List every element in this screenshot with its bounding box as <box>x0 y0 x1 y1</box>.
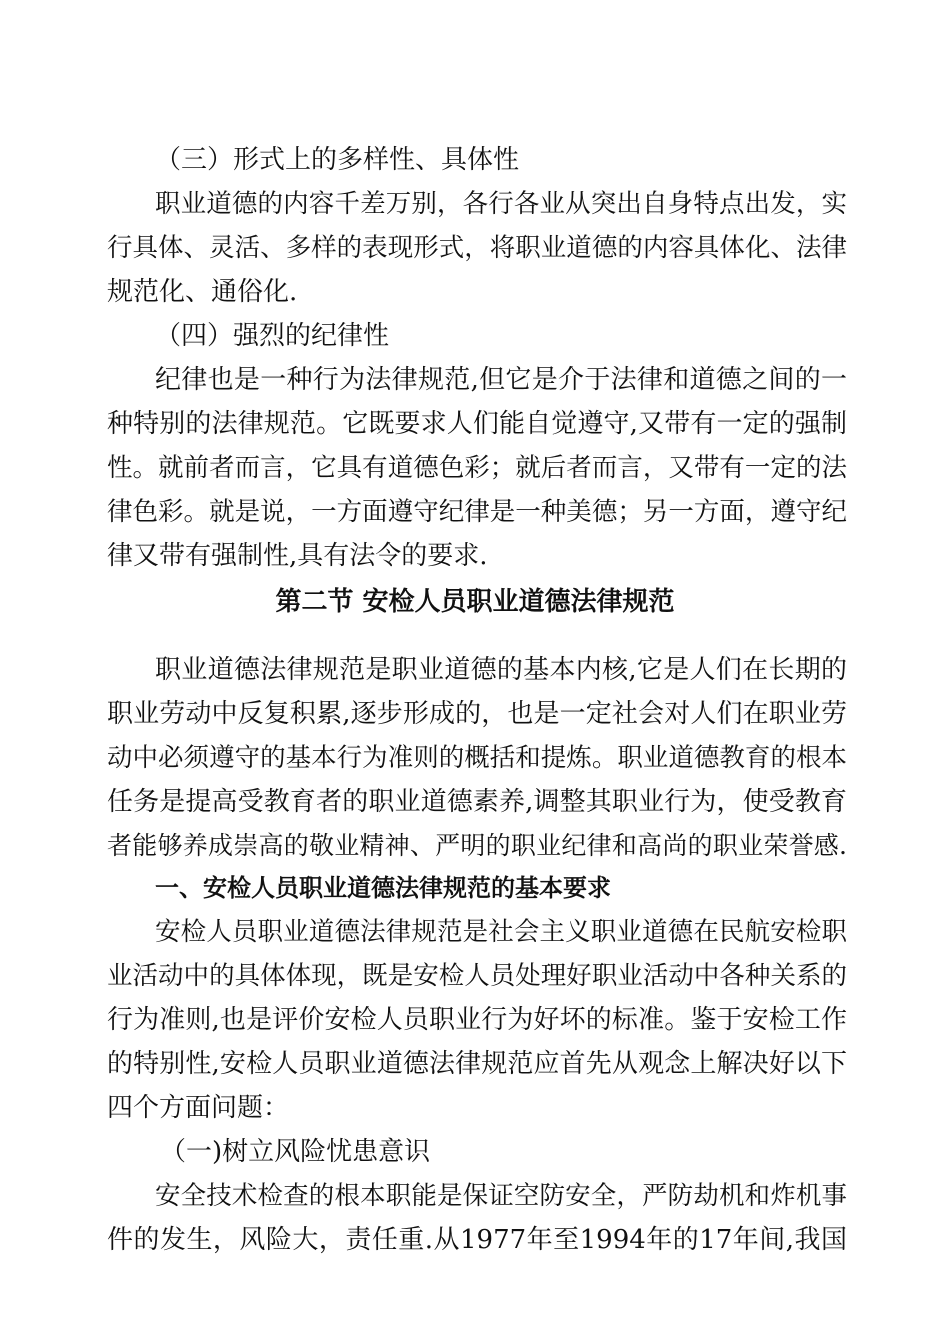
paragraph-line: 职业道德的内容千差万别，各行各业从突出自身特点出发，实 <box>155 189 847 219</box>
paragraph-line: 职业道德法律规范是职业道德的基本内核,它是人们在长期的 <box>155 655 847 685</box>
section-heading-3: （三）形式上的多样性、具体性 <box>155 145 520 175</box>
part-heading-1: 一、安检人员职业道德法律规范的基本要求 <box>155 874 611 902</box>
paragraph-line: 业活动中的具体体现，既是安检人员处理好职业活动中各种关系的 <box>107 961 847 991</box>
paragraph-line: 规范化、通俗化. <box>107 277 298 307</box>
paragraph-line: 纪律也是一种行为法律规范,但它是介于法律和道德之间的一 <box>155 365 847 395</box>
chapter-title: 第二节 安检人员职业道德法律规范 <box>275 587 675 617</box>
paragraph-line: 者能够养成崇高的敬业精神、严明的职业纪律和高尚的职业荣誉感. <box>107 831 847 860</box>
paragraph-line: 安全技术检查的根本职能是保证空防安全，严防劫机和炸机事 <box>155 1181 847 1211</box>
paragraph-line: 安检人员职业道德法律规范是社会主义职业道德在民航安检职 <box>155 917 847 947</box>
paragraph-line: 职业劳动中反复积累,逐步形成的，也是一定社会对人们在职业劳 <box>107 699 847 729</box>
section-heading-4: （四）强烈的纪律性 <box>155 321 390 351</box>
paragraph-line: 律又带有强制性,具有法令的要求. <box>107 541 488 571</box>
paragraph-line: 律色彩。就是说，一方面遵守纪律是一种美德；另一方面，遵守纪 <box>107 497 847 527</box>
paragraph-line: 行为准则,也是评价安检人员职业行为好坏的标准。鉴于安检工作 <box>107 1005 847 1035</box>
item-heading-1: （一)树立风险忧患意识 <box>160 1137 431 1167</box>
paragraph-line: 性。就前者而言，它具有道德色彩；就后者而言，又带有一定的法 <box>107 453 847 483</box>
paragraph-line: 动中必须遵守的基本行为准则的概括和提炼。职业道德教育的根本 <box>107 743 847 773</box>
paragraph-line: 件的发生，风险大，责任重.从1977年至1994年的17年间,我国 <box>107 1225 847 1255</box>
paragraph-line: 任务是提高受教育者的职业道德素养,调整其职业行为，使受教育 <box>107 787 847 817</box>
paragraph-line: 种特别的法律规范。它既要求人们能自觉遵守,又带有一定的强制 <box>107 409 847 439</box>
paragraph-line: 行具体、灵活、多样的表现形式，将职业道德的内容具体化、法律 <box>107 233 847 263</box>
paragraph-line: 四个方面问题： <box>107 1093 290 1123</box>
paragraph-line: 的特别性,安检人员职业道德法律规范应首先从观念上解决好以下 <box>107 1049 847 1079</box>
